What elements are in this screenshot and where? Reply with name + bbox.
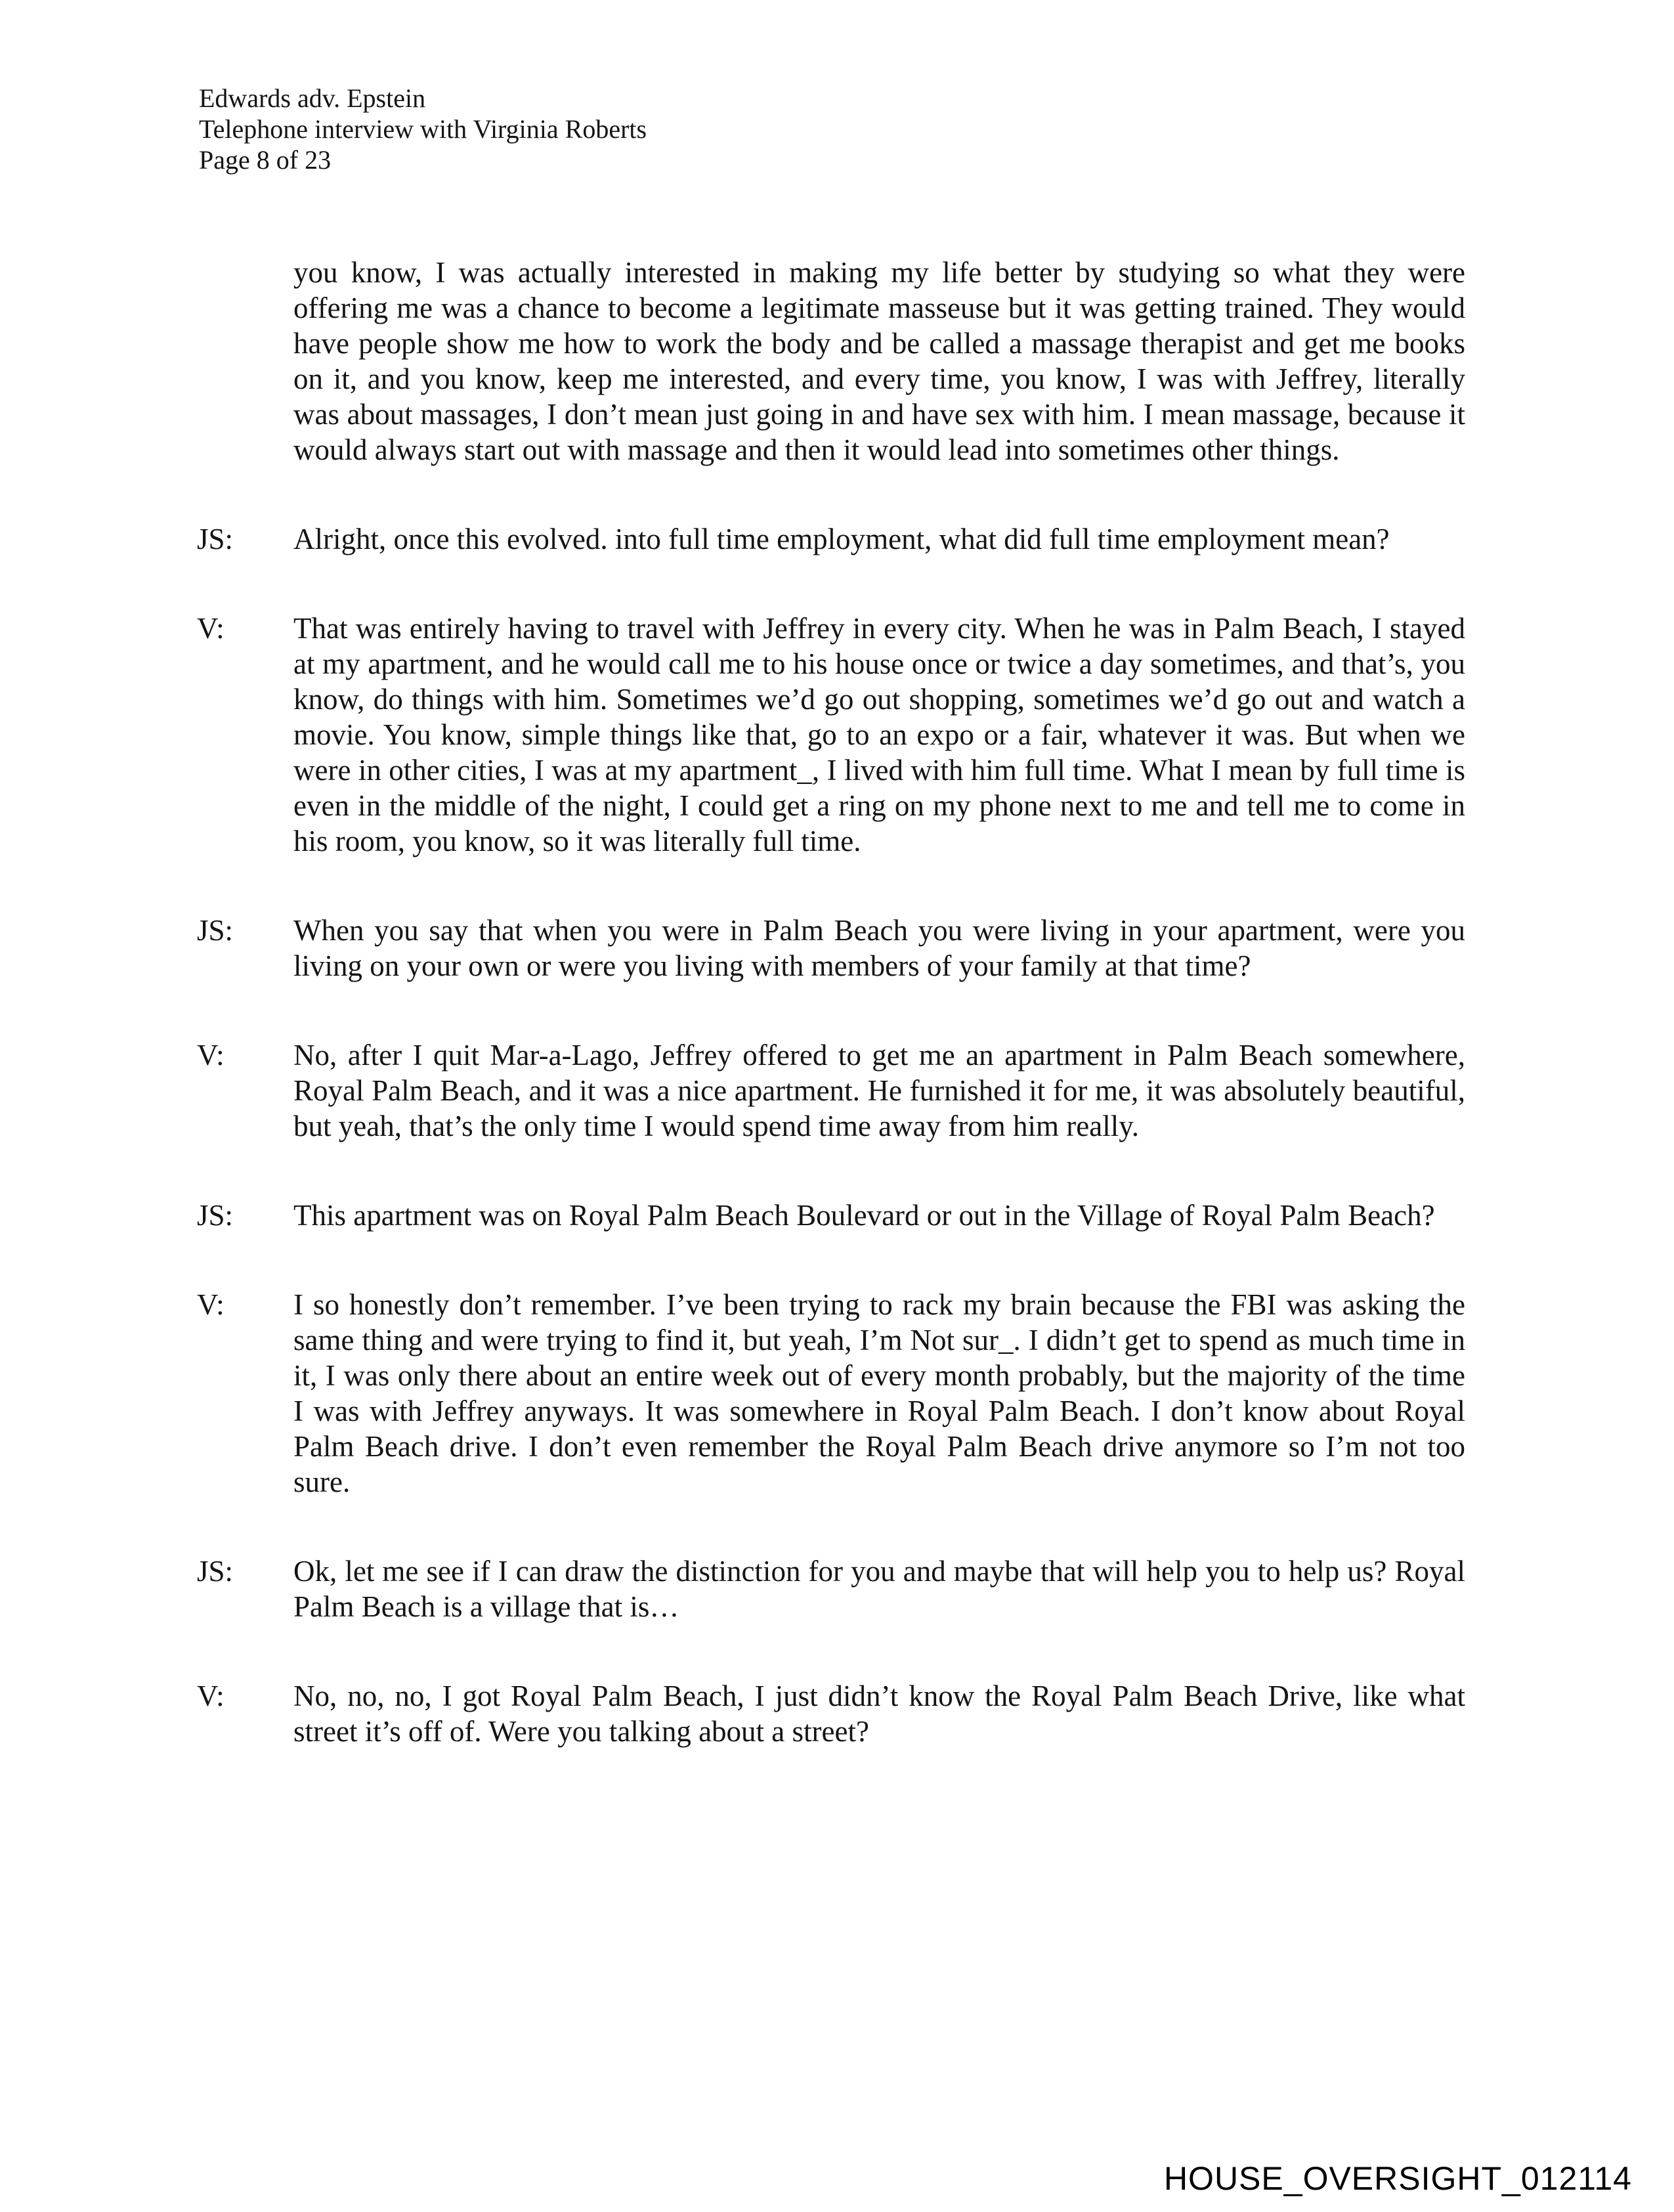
transcript-turn	[197, 1287, 1465, 1500]
speaker-label: JS:	[197, 914, 234, 947]
transcript-turn	[197, 1198, 1465, 1233]
transcript-turn	[197, 1037, 1465, 1144]
turn-text: you know, I was actually interested in making my life better by studying so what they were offering me was a chance to become a legitimate masseuse but it was getting trained. They would have people show me how to work the body and be called a massage therapist and get me books on it, and you know, keep me interested, and every time, you know, I was with Jeffrey, literally was about massages, I don’t mean just going in and have sex with him. I mean massage, because it would always start out with massage and then it would lead into sometimes other things.	[293, 256, 1465, 466]
document-header	[199, 83, 647, 175]
speaker-label: V:	[197, 612, 225, 645]
header-case-title: Edwards adv. Epstein	[199, 83, 426, 113]
speaker-label: V:	[197, 1288, 225, 1321]
transcript-turn	[197, 255, 1465, 467]
transcript	[197, 255, 1465, 1749]
transcript-turn	[197, 1553, 1465, 1624]
transcript-turn	[197, 1678, 1465, 1749]
speaker-label: V:	[197, 1039, 225, 1072]
turn-text: That was entirely having to travel with Jeffrey in every city. When he was in Palm Beach, I stayed at my apartment, and he would call me to his house once or twice a day sometimes, and that’s, you know, do things with him. Sometimes we’d go out shopping, sometimes we’d go out and watch a movie. You know, simple things like that, go to an expo or a fair, whatever it was. But when we were in other cities, I was at my apartment_, I lived with him full time. What I mean by full time is even in the middle of the night, I could get a ring on my phone next to me and tell me to come in his room, you know, so it was literally full time.	[293, 612, 1465, 857]
header-subtitle: Telephone interview with Virginia Roberts	[199, 114, 647, 144]
speaker-label: JS:	[197, 1199, 234, 1232]
turn-text: Alright, once this evolved. into full time employment, what did full time employment mean?	[293, 523, 1390, 555]
turn-text: No, after I quit Mar-a-Lago, Jeffrey offered to get me an apartment in Palm Beach somewhere, Royal Palm Beach, and it was a nice apartment. He furnished it for me, it was absolutely beautiful, but yeah, that’s the only time I would spend time away from him really.	[293, 1039, 1465, 1142]
speaker-label: JS:	[197, 1555, 234, 1588]
transcript-turn	[197, 611, 1465, 859]
header-page-number: Page 8 of 23	[199, 145, 332, 175]
turn-text: When you say that when you were in Palm Beach you were living in your apartment, were you living on your own or were you living with members of your family at that time?	[293, 914, 1465, 982]
speaker-label	[197, 255, 293, 467]
transcript-turn	[197, 913, 1465, 984]
speaker-label: V:	[197, 1680, 225, 1712]
transcript-turn	[197, 521, 1465, 557]
speaker-label: JS:	[197, 523, 234, 555]
turn-text: This apartment was on Royal Palm Beach Boulevard or out in the Village of Royal Palm Beach?	[293, 1199, 1435, 1232]
turn-text: No, no, no, I got Royal Palm Beach, I just didn’t know the Royal Palm Beach Drive, like what street it’s off of. Were you talking about a street?	[293, 1680, 1465, 1748]
turn-text: I so honestly don’t remember. I’ve been trying to rack my brain because the FBI was asking the same thing and were trying to find it, but yeah, I’m Not sur_. I didn’t get to spend as much time in it, I was only there about an entire week out of every month probably, but the majority of the time I was with Jeffrey anyways. It was somewhere in Royal Palm Beach. I don’t know about Royal Palm Beach drive. I don’t even remember the Royal Palm Beach drive anymore so I’m not too sure.	[293, 1288, 1465, 1498]
turn-text: Ok, let me see if I can draw the distinction for you and maybe that will help you to help us? Royal Palm Beach is a village that is…	[293, 1555, 1465, 1623]
bates-number: HOUSE_OVERSIGHT_012114	[1163, 2160, 1632, 2197]
